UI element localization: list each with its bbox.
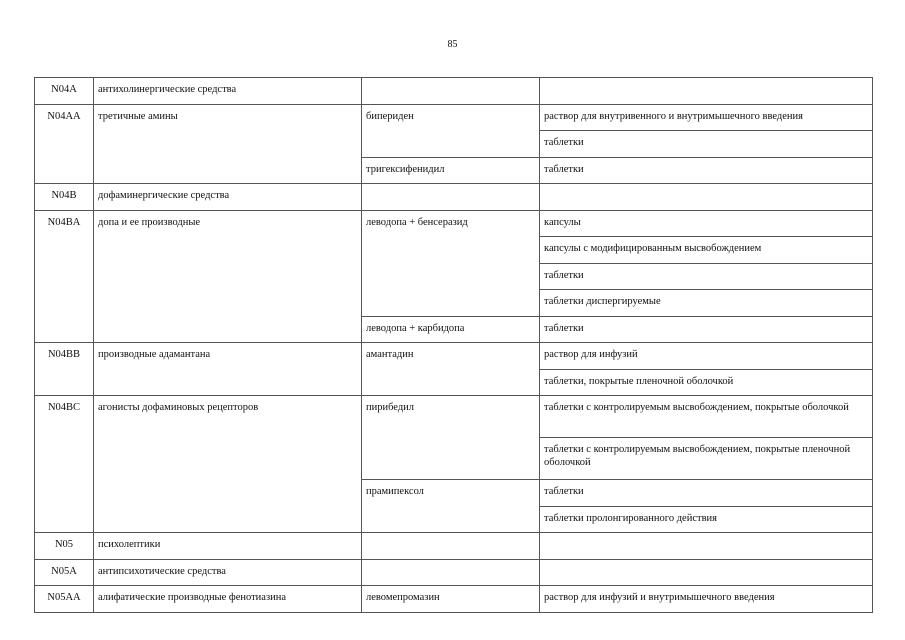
table-row <box>35 78 873 105</box>
table-row <box>35 104 873 131</box>
drug-name: прамипексол <box>362 480 540 533</box>
dosage-form <box>540 78 873 105</box>
dosage-form: раствор для инфузий <box>540 343 873 370</box>
drug-name: леводопа + бенсеразид <box>362 210 540 316</box>
table-row <box>35 184 873 211</box>
dosage-form <box>540 184 873 211</box>
drug-table <box>34 77 873 613</box>
atc-code: N04BA <box>35 210 94 343</box>
table-row <box>35 343 873 370</box>
group-name: агонисты дофаминовых рецепторов <box>94 396 362 533</box>
dosage-form: таблетки с контролируемым высвобождением, покрытые пленочной оболочкой <box>540 438 873 480</box>
atc-code: N04BC <box>35 396 94 533</box>
drug-name <box>362 533 540 560</box>
atc-code: N05AA <box>35 586 94 613</box>
drug-name: левомепромазин <box>362 586 540 613</box>
atc-code: N04B <box>35 184 94 211</box>
dosage-form: таблетки <box>540 316 873 343</box>
group-name: алифатические производные фенотиазина <box>94 586 362 613</box>
dosage-form: капсулы с модифицированным высвобождением <box>540 237 873 264</box>
atc-code: N04AA <box>35 104 94 184</box>
drug-name <box>362 184 540 211</box>
atc-code: N04A <box>35 78 94 105</box>
group-name: психолептики <box>94 533 362 560</box>
drug-name: пирибедил <box>362 396 540 480</box>
drug-name: леводопа + карбидопа <box>362 316 540 343</box>
group-name: производные адамантана <box>94 343 362 396</box>
dosage-form <box>540 533 873 560</box>
drug-name: бипериден <box>362 104 540 157</box>
group-name: допа и ее производные <box>94 210 362 343</box>
table-row <box>35 396 873 438</box>
dosage-form: таблетки, покрытые пленочной оболочкой <box>540 369 873 396</box>
dosage-form: таблетки диспергируемые <box>540 290 873 317</box>
atc-code: N05A <box>35 559 94 586</box>
atc-code: N05 <box>35 533 94 560</box>
drug-name: тригексифенидил <box>362 157 540 184</box>
group-name: третичные амины <box>94 104 362 184</box>
drug-name: амантадин <box>362 343 540 396</box>
table-row <box>35 533 873 560</box>
group-name: дофаминергические средства <box>94 184 362 211</box>
dosage-form: капсулы <box>540 210 873 237</box>
table-row <box>35 586 873 613</box>
table-row <box>35 559 873 586</box>
drug-name <box>362 78 540 105</box>
dosage-form: таблетки <box>540 157 873 184</box>
dosage-form: раствор для инфузий и внутримышечного введения <box>540 586 873 613</box>
table-row <box>35 210 873 237</box>
dosage-form: таблетки с контролируемым высвобождением, покрытые оболочкой <box>540 396 873 438</box>
dosage-form: таблетки <box>540 131 873 158</box>
atc-code: N04BB <box>35 343 94 396</box>
drug-name <box>362 559 540 586</box>
group-name: антихолинергические средства <box>94 78 362 105</box>
dosage-form <box>540 559 873 586</box>
dosage-form: таблетки <box>540 263 873 290</box>
dosage-form: таблетки <box>540 480 873 507</box>
page-number: 85 <box>447 39 458 50</box>
dosage-form: раствор для внутривенного и внутримышечного введения <box>540 104 873 131</box>
group-name: антипсихотические средства <box>94 559 362 586</box>
dosage-form: таблетки пролонгированного действия <box>540 506 873 533</box>
